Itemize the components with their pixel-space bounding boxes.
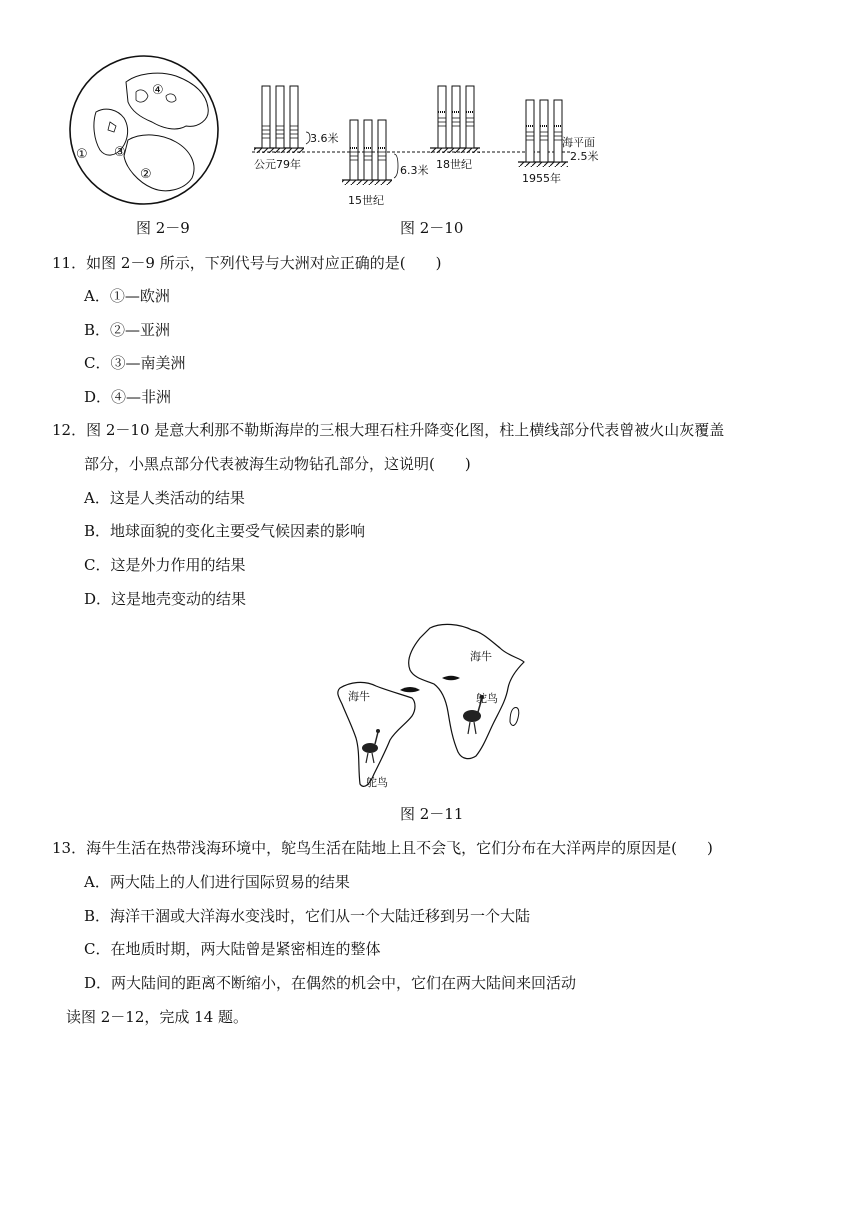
q12-option-b: B．地球面貌的变化主要受气候因素的影响	[84, 522, 366, 540]
q13-option-b: B．海洋干涸或大洋海水变浅时，它们从一个大陆迁移到另一个大陆	[84, 907, 531, 925]
columns-15c	[342, 120, 392, 185]
figure-2-11-caption: 图 2－11	[400, 805, 464, 823]
figure-2-10	[250, 82, 610, 210]
madagascar	[510, 707, 519, 725]
figure-2-9-caption: 图 2－9	[136, 219, 190, 237]
q12-option-a: A．这是人类活动的结果	[84, 489, 245, 507]
columns-18c	[430, 86, 480, 153]
q11-stem: 11．如图 2－9 所示，下列代号与大洲对应正确的是( )	[52, 254, 442, 272]
q11-option-b: B．②—亚洲	[84, 321, 171, 339]
figure-2-11	[330, 618, 530, 794]
columns-ad79	[254, 86, 304, 153]
globe-label-4: ④	[152, 83, 164, 98]
continents-map	[330, 618, 530, 794]
label-ad79: 公元79年	[254, 158, 301, 171]
label-3-6m: 3.6米	[310, 132, 339, 145]
q11-option-a: A．①—欧洲	[84, 287, 170, 305]
q12-option-c: C．这是外力作用的结果	[84, 556, 246, 574]
globe-label-3: ③	[114, 145, 126, 160]
q13-option-d: D．两大陆间的距离不断缩小，在偶然的机会中，它们在两大陆间来回活动	[84, 974, 577, 992]
label-15c: 15世纪	[348, 194, 384, 207]
label-ostrich-sa: 鸵鸟	[366, 776, 388, 789]
columns-diagram	[250, 82, 610, 210]
globe-label-1: ①	[76, 147, 88, 162]
africa-outline	[409, 624, 524, 758]
figure-2-10-caption: 图 2－10	[400, 219, 464, 237]
label-sea-level: 海平面	[562, 136, 595, 149]
q13-option-a: A．两大陆上的人们进行国际贸易的结果	[84, 873, 350, 891]
label-manatee-africa: 海牛	[470, 650, 492, 663]
label-6-3m: 6.3米	[400, 164, 429, 177]
figure-2-9	[66, 52, 222, 208]
globe-map	[66, 52, 222, 208]
q12-stem-line1: 12．图 2－10 是意大利那不勒斯海岸的三根大理石柱升降变化图，柱上横线部分代表曾被火山灰覆盖	[52, 421, 725, 439]
instruction-14: 读图 2－12，完成 14 题。	[66, 1008, 249, 1026]
q11-option-d: D．④—非洲	[84, 388, 172, 406]
ostrich-south-america-icon	[362, 729, 380, 763]
label-1955: 1955年	[522, 172, 561, 185]
columns-1955	[518, 100, 568, 167]
label-18c: 18世纪	[436, 158, 472, 171]
label-ostrich-africa: 鸵鸟	[476, 692, 498, 705]
globe-label-2: ②	[140, 167, 152, 182]
q13-stem: 13．海牛生活在热带浅海环境中，鸵鸟生活在陆地上且不会飞，它们分布在大洋两岸的原因是( )	[52, 839, 713, 857]
q13-option-c: C．在地质时期，两大陆曾是紧密相连的整体	[84, 940, 381, 958]
q11-option-c: C．③—南美洲	[84, 354, 186, 372]
label-2-5m: 2.5米	[570, 150, 599, 163]
q12-stem-line2: 部分，小黑点部分代表被海生动物钻孔部分，这说明( )	[84, 455, 471, 473]
label-manatee-sa: 海牛	[348, 690, 370, 703]
q12-option-d: D．这是地壳变动的结果	[84, 590, 247, 608]
